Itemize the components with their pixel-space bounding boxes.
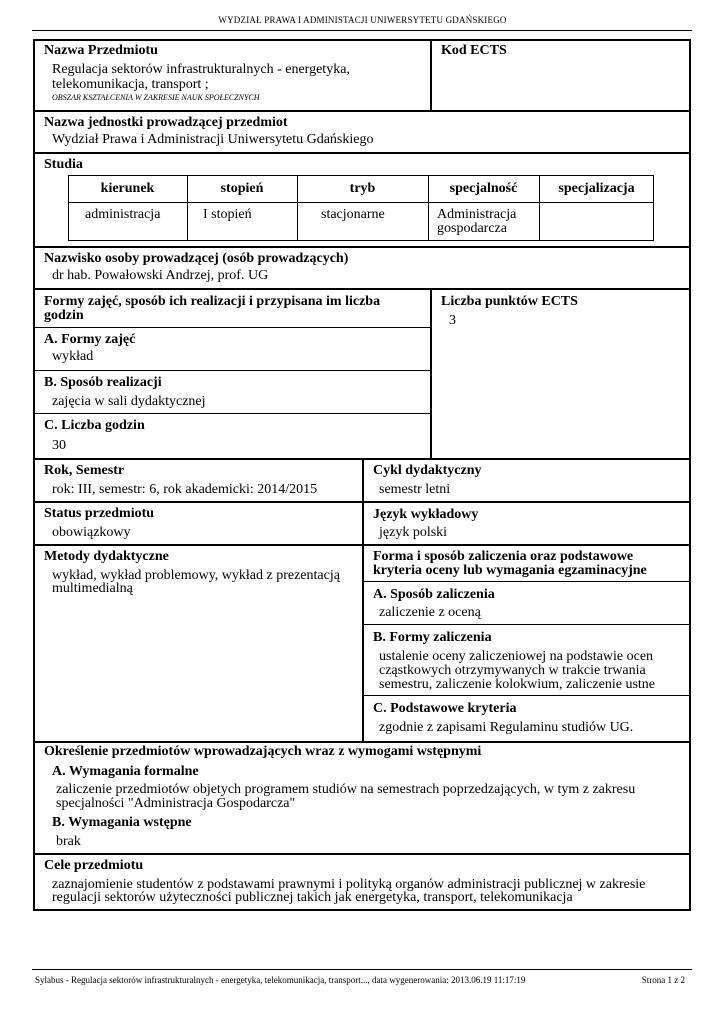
prereq-b-value: brak xyxy=(56,834,81,849)
assessment-a-value: zaliczenie z oceną xyxy=(379,605,481,620)
forms-label-line2: godzin xyxy=(44,308,84,323)
frame-bottom xyxy=(33,909,691,911)
prereq-a-label: A. Wymagania formalne xyxy=(52,764,199,779)
studies-cell-stopien: I stopień xyxy=(203,207,252,222)
forms-label-line1: Formy zajęć, sposób ich realizacji i przypisana im liczba xyxy=(44,294,381,309)
rule-7 xyxy=(33,544,691,546)
assessment-rule-a xyxy=(362,581,690,582)
rule-2 xyxy=(33,152,691,154)
methods-value-line1: wykład, wykład problemowy, wykład z prezentacją xyxy=(52,568,340,583)
forms-rule-a xyxy=(33,327,431,328)
lecturer-label: Nazwisko osoby prowadzącej (osób prowadzących) xyxy=(44,251,349,266)
status-label: Status przedmiotu xyxy=(44,506,155,521)
studies-cell-tryb: stacjonarne xyxy=(321,207,385,222)
assessment-b-line2: cząstkowych otrzymywanych w trakcie trwania xyxy=(379,663,646,678)
studies-col-stopien: stopień xyxy=(220,181,264,196)
assessment-label-line1: Forma i sposób zaliczenia oraz podstawowe xyxy=(373,549,634,564)
rule-9 xyxy=(33,853,691,855)
year-value: rok: III, semestr: 6, rok akademicki: 2014/2015 xyxy=(52,482,318,497)
language-value: język polski xyxy=(379,525,448,540)
cycle-value: semestr letni xyxy=(379,482,451,497)
cycle-label: Cykl dydaktyczny xyxy=(373,463,482,478)
studies-col-tryb: tryb xyxy=(349,181,376,196)
forms-rule-b xyxy=(33,370,431,371)
assessment-rule-b xyxy=(362,624,690,625)
ects-points-value: 3 xyxy=(449,313,456,328)
rule-1 xyxy=(33,110,691,112)
assessment-c-label: C. Podstawowe kryteria xyxy=(373,701,517,716)
forms-rule-c xyxy=(33,413,431,414)
goals-label: Cele przedmiotu xyxy=(44,858,144,873)
studies-col-specjalnosc: specjalność xyxy=(449,181,518,196)
studies-cell-specjalnosc-1: Administracja xyxy=(437,207,517,222)
goals-line1: zaznajomienie studentów z podstawami prawnymi i polityką organów administracji publicznej w zakresie xyxy=(52,877,646,892)
footer-page-number: Strona 1 z 2 xyxy=(641,975,685,985)
assessment-c-value: zgodnie z zapisami Regulaminu studiów UG. xyxy=(379,720,634,735)
divider-ects-points xyxy=(430,288,432,459)
footer-rule xyxy=(32,969,692,970)
studies-cell-kierunek: administracja xyxy=(85,207,161,222)
studies-col-specjalizacja: specjalizacja xyxy=(558,181,635,196)
ects-points-label: Liczba punktów ECTS xyxy=(441,294,578,309)
rule-3 xyxy=(33,246,691,248)
methods-value-line2: multimedialną xyxy=(52,581,133,596)
assessment-label-line2: kryteria oceny lub wymagania egzaminacyjne xyxy=(373,563,647,578)
forms-a-label: A. Formy zajęć xyxy=(44,332,136,347)
year-label: Rok, Semestr xyxy=(44,463,125,478)
status-value: obowiązkowy xyxy=(52,525,131,540)
lecturer-value: dr hab. Powałowski Andrzej, prof. UG xyxy=(52,268,269,283)
studies-label: Studia xyxy=(44,157,83,172)
studies-cell-specjalnosc-2: gospodarcza xyxy=(437,221,507,236)
unit-label: Nazwa jednostki prowadzącej przedmiot xyxy=(44,115,288,130)
studies-col-kierunek: kierunek xyxy=(100,181,155,196)
divider-ects-code xyxy=(430,39,432,111)
assessment-b-line1: ustalenie oceny zaliczeniowej na podstawie ocen xyxy=(379,649,654,664)
prereq-a-line2: specjalności "Administracja Gospodarcza" xyxy=(56,796,296,811)
rule-8 xyxy=(33,741,691,743)
document-header: WYDZIAŁ PRAWA I ADMINISTACJI UNIWERSYTETU GDAŃSKIEGO xyxy=(218,15,507,25)
course-name-line1: Regulacja sektorów infrastrukturalnych - energetyka, xyxy=(52,62,350,77)
rule-4 xyxy=(33,288,691,290)
assessment-b-label: B. Formy zaliczenia xyxy=(373,630,492,645)
ects-code-label: Kod ECTS xyxy=(441,43,507,58)
methods-label: Metody dydaktyczne xyxy=(44,549,169,564)
forms-a-value: wykład xyxy=(52,349,94,364)
prereq-a-line1: zaliczenie przedmiotów objetych programem studiów na semestrach poprzedzających, w tym z zakresu xyxy=(56,782,636,797)
forms-c-value: 30 xyxy=(52,438,66,453)
frame-top xyxy=(33,39,691,41)
footer-left: Sylabus - Regulacja sektorów infrastrukturalnych - energetyka, telekomunikacja, transport..., data wygenerowania: 2013.06.19 11:17:19 xyxy=(35,975,526,985)
unit-value: Wydział Prawa i Administracji Uniwersytetu Gdańskiego xyxy=(52,132,374,147)
frame-right xyxy=(689,39,691,911)
assessment-b-line3: semestru, zaliczenie kolokwium, zaliczenie ustne xyxy=(379,677,656,692)
forms-b-label: B. Sposób realizacji xyxy=(44,375,162,390)
assessment-rule-c xyxy=(362,695,690,696)
studies-table-header-rule xyxy=(68,202,654,203)
rule-6 xyxy=(33,501,691,503)
course-name-line2: telekomunikacja, transport ; xyxy=(52,77,209,92)
assessment-a-label: A. Sposób zaliczenia xyxy=(373,587,495,602)
language-label: Język wykładowy xyxy=(373,507,479,522)
header-rule xyxy=(32,30,692,31)
course-name-label: Nazwa Przedmiotu xyxy=(44,43,158,58)
goals-line2: regulacji sektorów użyteczności publicznej takich jak energetyka, transport, telekomunikacja xyxy=(52,890,573,905)
forms-b-value: zajęcia w sali dydaktycznej xyxy=(52,394,206,409)
frame-left xyxy=(33,39,35,911)
forms-c-label: C. Liczba godzin xyxy=(44,418,145,433)
prereq-label: Określenie przedmiotów wprowadzających wraz z wymogami wstępnymi xyxy=(44,744,482,759)
prereq-b-label: B. Wymagania wstępne xyxy=(52,815,192,830)
course-area: OBSZAR KSZTAŁCENIA W ZAKRESIE NAUK SPOŁECZNYCH xyxy=(52,93,260,102)
